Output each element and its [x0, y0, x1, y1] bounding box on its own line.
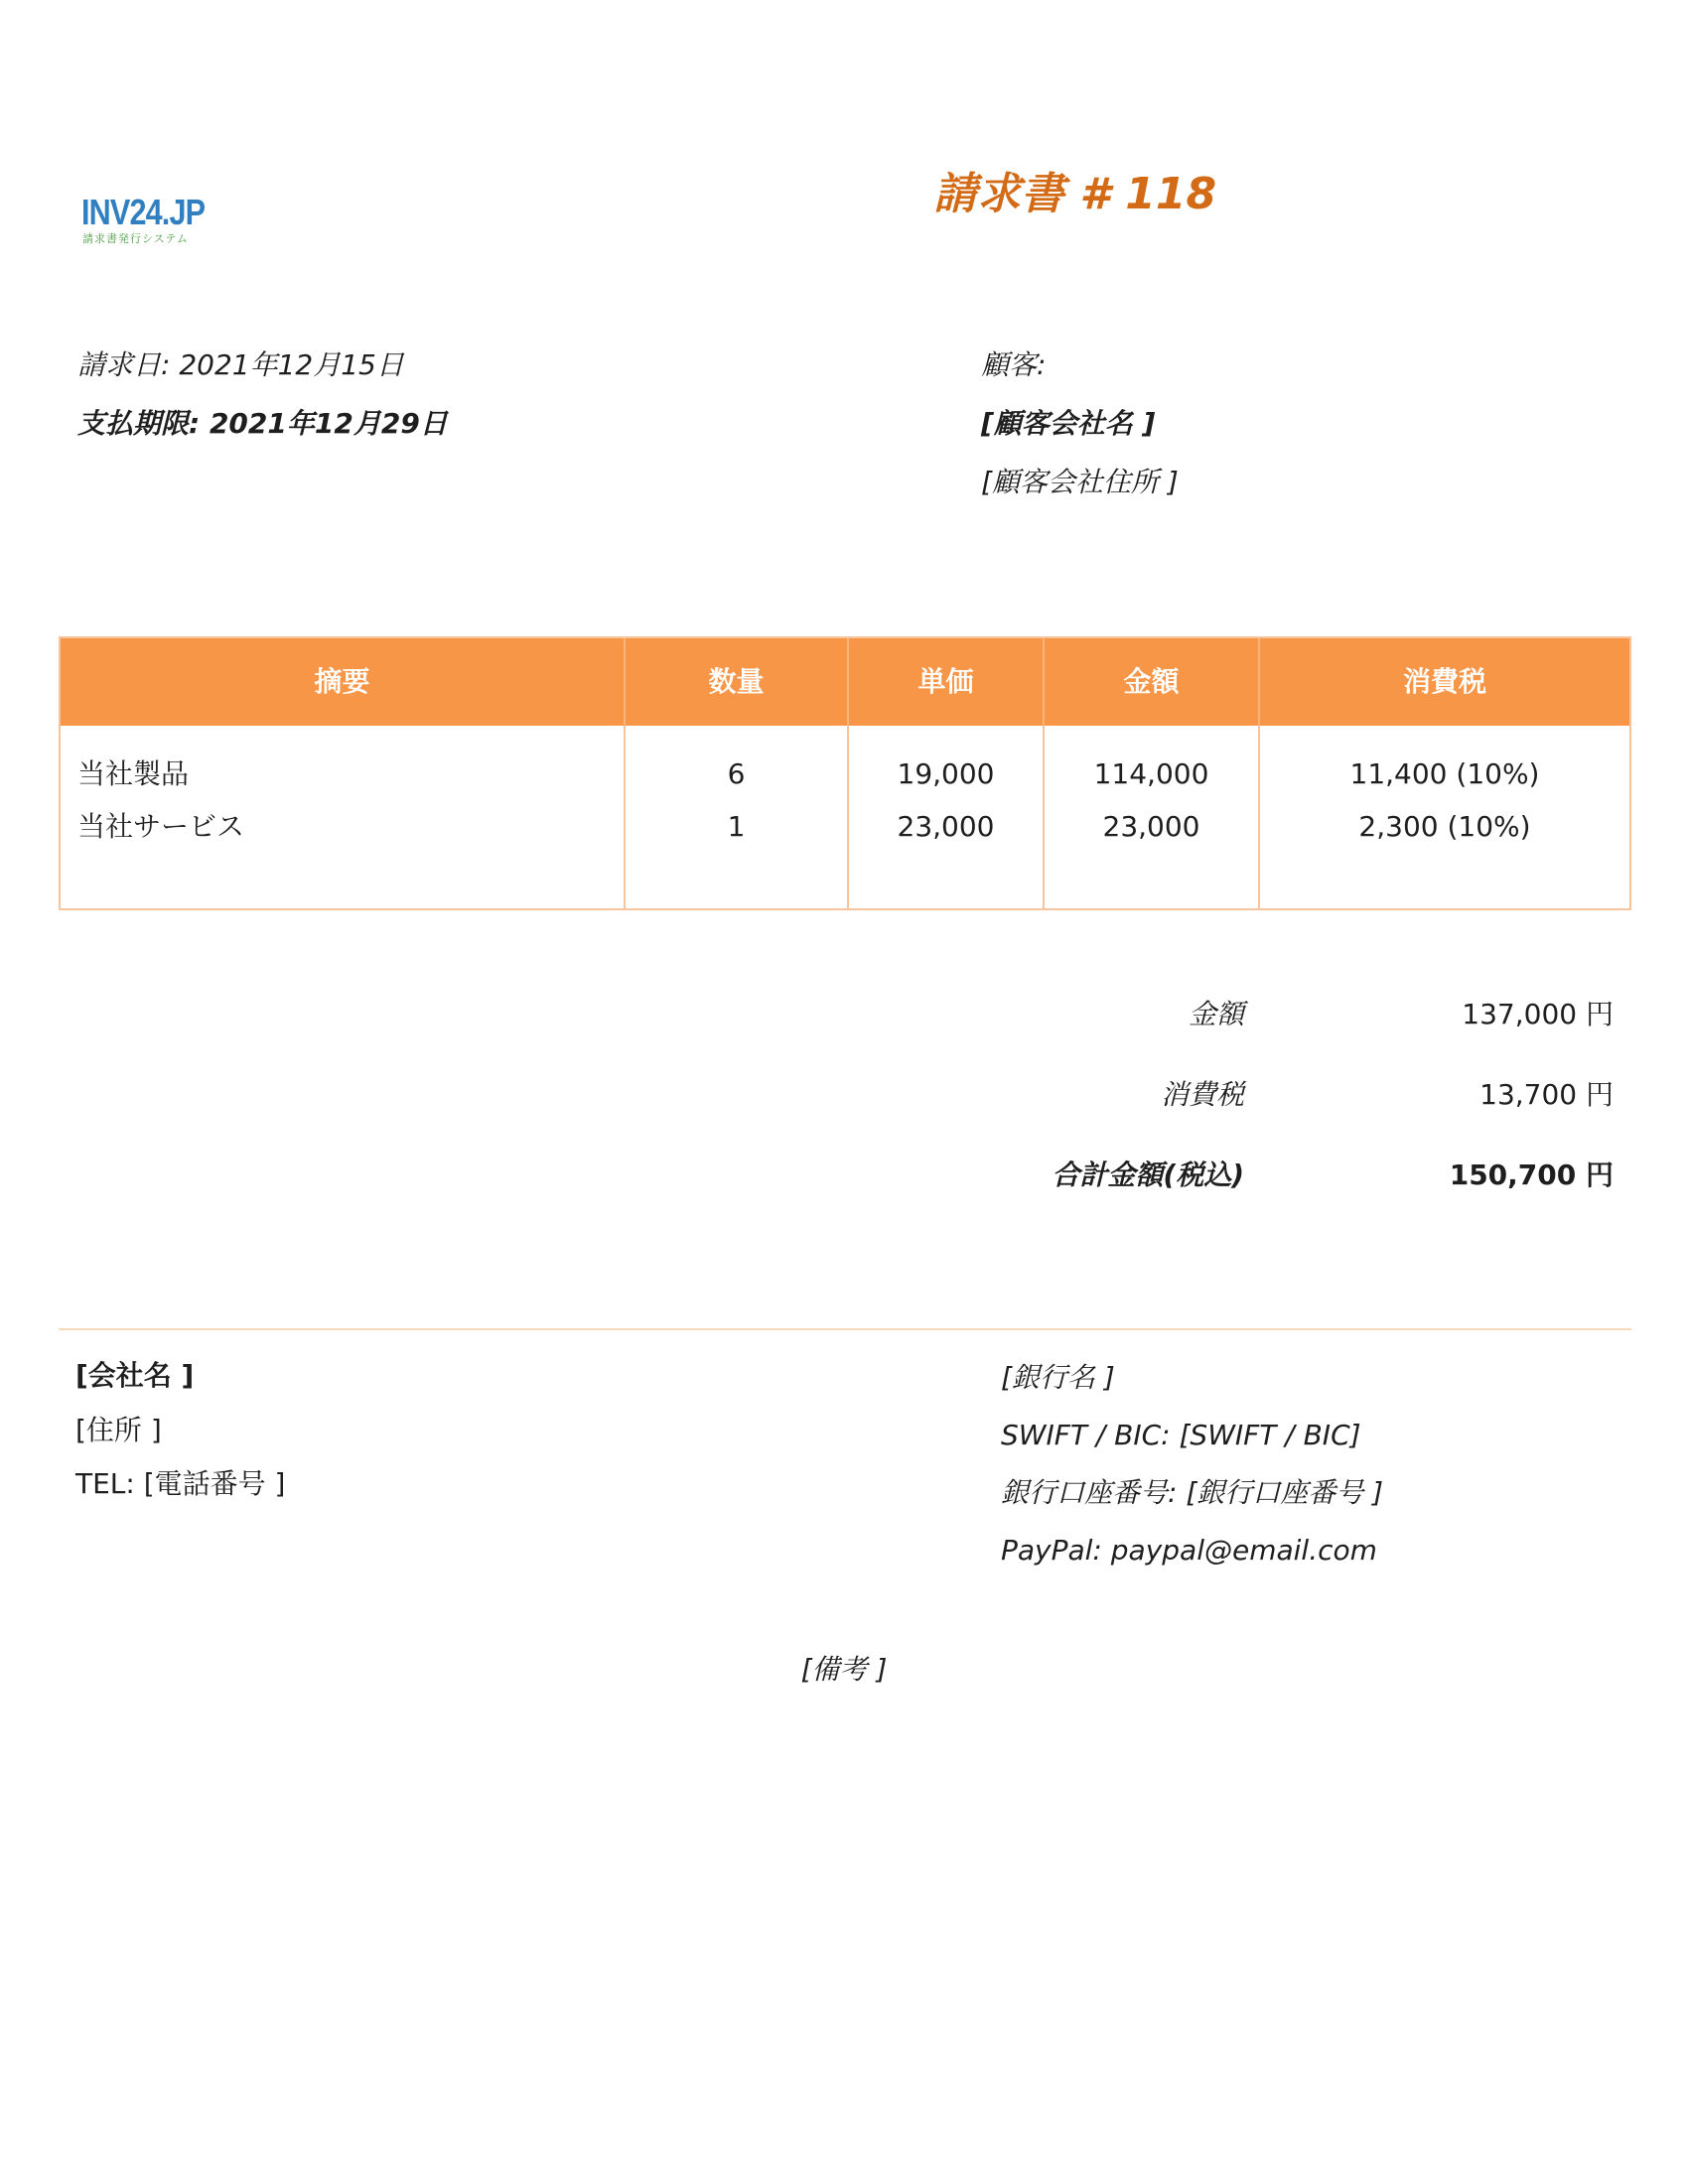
company-name: [会社名 ] [75, 1359, 195, 1392]
row-2-amount: 23,000 [1102, 810, 1200, 843]
client-address: [顧客会社住所 ] [981, 466, 1179, 498]
row-2-description: 当社サービス [77, 810, 245, 843]
row-1-quantity: 6 [727, 757, 746, 790]
logo-text: INV24.JP [81, 192, 206, 232]
header-unit-price: 単価 [917, 665, 974, 698]
header-tax: 消費税 [1402, 665, 1486, 698]
due-date: 支払期限: 2021年12月29日 [77, 407, 448, 440]
paypal-email: PayPal: paypal@email.com [1001, 1534, 1377, 1567]
company-tel: TEL: [電話番号 ] [75, 1467, 286, 1500]
invoice-title: 請求書 # 118 [933, 169, 1217, 219]
subtotal-value: 137,000 円 [1462, 998, 1614, 1030]
row-2-quantity: 1 [727, 810, 746, 843]
header-description: 摘要 [314, 665, 370, 698]
header-quantity: 数量 [708, 665, 765, 698]
items-table [59, 636, 1631, 910]
total-value: 150,700 円 [1449, 1159, 1614, 1191]
row-1-unit-price: 19,000 [897, 757, 995, 790]
company-address: [住所 ] [75, 1414, 162, 1446]
invoice-date: 請求日: 2021年12月15日 [77, 348, 404, 381]
logo-subtitle: 請求書発行システム [82, 232, 189, 245]
bank-account-number: 銀行口座番号: [銀行口座番号 ] [1001, 1476, 1384, 1509]
tax-value: 13,700 円 [1479, 1078, 1614, 1111]
bank-name: [銀行名 ] [1001, 1361, 1115, 1394]
row-1-tax: 11,400 (10%) [1349, 757, 1540, 790]
client-name: [顧客会社名 ] [981, 407, 1156, 440]
total-label: 合計金額(税込) [1052, 1159, 1244, 1191]
row-2-tax: 2,300 (10%) [1358, 810, 1531, 843]
footer-divider [59, 1328, 1631, 1330]
subtotal-label: 金額 [1188, 998, 1244, 1030]
row-1-amount: 114,000 [1093, 757, 1209, 790]
tax-label: 消費税 [1160, 1078, 1244, 1111]
header-amount: 金額 [1123, 665, 1180, 698]
row-1-description: 当社製品 [77, 757, 190, 790]
bank-swift: SWIFT / BIC: [SWIFT / BIC] [1001, 1419, 1361, 1451]
client-label: 顧客: [981, 348, 1047, 381]
row-2-unit-price: 23,000 [897, 810, 995, 843]
notes: [備考 ] [800, 1653, 888, 1686]
